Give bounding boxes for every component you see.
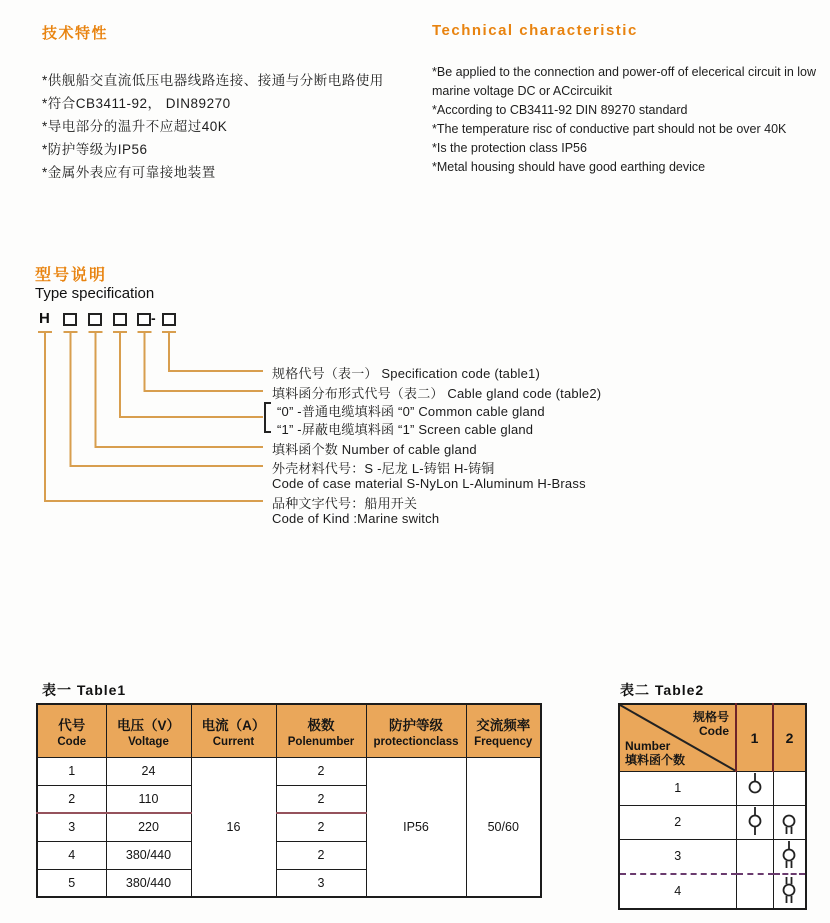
cell-gland-number: 2 — [619, 805, 736, 839]
tech-bullet-zh: *供舰船交直流低压电器线路连接、接通与分断电路使用 — [42, 73, 384, 88]
cell-code: 5 — [37, 869, 106, 897]
cell-gland-number: 1 — [619, 771, 736, 805]
model-callout-label: 外壳材料代号：S -尼龙 L-铸铝 H-铸铜 — [272, 461, 495, 476]
table1-header-cell — [106, 704, 191, 757]
corner-label-top — [693, 710, 729, 738]
model-callout-label: 规格代号（表一） Specification code (table1) — [272, 366, 541, 381]
cable-gland-icon-top2-bottom2 — [776, 875, 802, 905]
header-label-en: Voltage — [128, 735, 169, 748]
cell-gland-symbol-col1 — [736, 839, 773, 874]
cell-voltage: 110 — [106, 785, 191, 813]
tech-bullet-en: *The temperature risc of conductive part should not be over 40K — [432, 122, 787, 136]
callout-connector — [64, 332, 264, 466]
cell-polenumber: 2 — [276, 757, 366, 785]
cell-polenumber: 2 — [276, 813, 366, 841]
table1-header-row — [37, 704, 541, 757]
cell-gland-number: 4 — [619, 874, 736, 909]
model-code-dash: - — [151, 310, 156, 326]
tech-bullet-zh: *防护等级为IP56 — [42, 142, 148, 157]
cell-voltage: 24 — [106, 757, 191, 785]
table2-row — [619, 839, 806, 874]
callout-connector — [89, 332, 264, 447]
table1-header-cell — [466, 704, 541, 757]
tech-bullet-en: *Is the protection class IP56 — [432, 141, 587, 155]
header-label-zh: 代号 — [58, 717, 86, 733]
cell-polenumber: 3 — [276, 869, 366, 897]
model-callout-label: Code of Kind :Marine switch — [272, 511, 440, 526]
table1-title: 表一 Table1 — [42, 682, 127, 698]
spec-title-zh: 型号说明 — [35, 267, 108, 284]
model-code-box-2 — [88, 313, 102, 326]
corner-top-en: Code — [699, 724, 729, 738]
header-label-zh: 极数 — [307, 717, 335, 733]
cable-gland-icon-top — [742, 772, 768, 802]
callout-connector — [162, 332, 263, 371]
model-callout-label: 填料函个数 Number of cable gland — [272, 442, 477, 457]
cell-gland-symbol-col2 — [773, 805, 806, 839]
table1-row — [37, 757, 541, 785]
table2 — [618, 703, 807, 910]
cell-gland-symbol-col2 — [773, 839, 806, 874]
model-code-box-4 — [137, 313, 151, 326]
table2-title: 表二 Table2 — [620, 682, 705, 698]
corner-bottom-en: Number — [625, 738, 671, 753]
table2-row — [619, 771, 806, 805]
tech-bullet-zh: *符合CB3411-92， DIN89270 — [42, 96, 231, 111]
table1-header-cell — [191, 704, 276, 757]
tech-characteristics-zh — [42, 22, 424, 184]
cable-gland-icon-top-bottom — [742, 806, 768, 836]
cable-gland-icon-bottom2 — [776, 806, 802, 836]
corner-bottom-zh: 填料函个数 — [625, 752, 686, 767]
table2-spec-code-header: 2 — [773, 704, 806, 771]
cell-code: 2 — [37, 785, 106, 813]
callout-connector — [38, 332, 263, 501]
cell-current-merged: 16 — [191, 757, 276, 897]
header-label-zh: 电流（A） — [201, 717, 266, 733]
tech-title-en: Technical characteristic — [432, 22, 638, 39]
model-callout-label: 填料函分布形式代号（表二） Cable gland code (table2) — [272, 386, 602, 401]
cell-frequency-merged: 50/60 — [466, 757, 541, 897]
cell-protection-merged: IP56 — [366, 757, 466, 897]
tech-bullet-zh: *金属外表应有可靠接地装置 — [42, 165, 216, 180]
spec-title-en: Type specification — [35, 285, 155, 302]
tech-bullet-en: *Be applied to the connection and power-off of elecerical circuit in low marine voltage DC or ACcircuikit — [432, 65, 817, 98]
model-callout-label: Code of case material S-NyLon L-Aluminum H-Brass — [272, 476, 586, 491]
table2-row — [619, 874, 806, 909]
model-callout-label: 品种文字代号：船用开关 — [272, 496, 418, 511]
model-code-box-5 — [162, 313, 176, 326]
cell-gland-symbol-col1 — [736, 805, 773, 839]
tech-bullet-list-en — [432, 63, 824, 177]
corner-label-bottom — [625, 739, 685, 767]
model-callout-option: “1” -屏蔽电缆填料函 “1” Screen cable gland — [277, 422, 534, 437]
tech-bullet-zh: *导电部分的温升不应超过40K — [42, 119, 228, 134]
cell-code: 3 — [37, 813, 106, 841]
table1-header-cell — [276, 704, 366, 757]
cell-code: 1 — [37, 757, 106, 785]
header-label-en: protectionclass — [373, 735, 459, 748]
table2-row — [619, 805, 806, 839]
option-bracket — [264, 402, 271, 433]
table1 — [36, 703, 542, 898]
header-label-en: Frequency — [474, 735, 533, 748]
cable-gland-icon-top-bottom2 — [776, 840, 802, 870]
model-code-box-3 — [113, 313, 127, 326]
cell-polenumber: 2 — [276, 785, 366, 813]
table2-spec-code-header: 1 — [736, 704, 773, 771]
model-code-box-1 — [63, 313, 77, 326]
table1-header-cell — [37, 704, 106, 757]
callout-connector — [138, 332, 264, 391]
header-label-en: Code — [57, 735, 87, 748]
tech-bullet-list-zh — [42, 69, 424, 184]
header-label-zh: 交流频率 — [476, 717, 531, 733]
header-label-en: Polenumber — [287, 735, 355, 748]
model-code-prefix: H — [39, 310, 50, 327]
cell-polenumber: 2 — [276, 841, 366, 869]
cell-gland-symbol-col2 — [773, 874, 806, 909]
cell-gland-symbol-col1 — [736, 771, 773, 805]
cell-gland-symbol-col2 — [773, 771, 806, 805]
cell-code: 4 — [37, 841, 106, 869]
callout-connector — [113, 332, 263, 417]
cell-voltage: 380/440 — [106, 869, 191, 897]
header-label-en: Current — [212, 735, 255, 748]
tech-bullet-en: *According to CB3411-92 DIN 89270 standard — [432, 103, 688, 117]
cell-gland-number: 3 — [619, 839, 736, 874]
tech-bullet-en: *Metal housing should have good earthing device — [432, 160, 706, 174]
corner-top-zh: 规格号 — [692, 710, 729, 724]
table2-corner-cell — [619, 704, 736, 771]
header-label-zh: 防护等级 — [389, 717, 443, 733]
table1-header-cell — [366, 704, 466, 757]
tech-characteristics-en — [432, 22, 824, 177]
cell-voltage: 380/440 — [106, 841, 191, 869]
tech-title-zh: 技术特性 — [42, 25, 109, 42]
model-callout-option: “0” -普通电缆填料函 “0” Common cable gland — [277, 404, 545, 419]
cell-voltage: 220 — [106, 813, 191, 841]
header-label-zh: 电压（V） — [116, 717, 180, 733]
cell-gland-symbol-col1 — [736, 874, 773, 909]
table2-header-row — [619, 704, 806, 771]
